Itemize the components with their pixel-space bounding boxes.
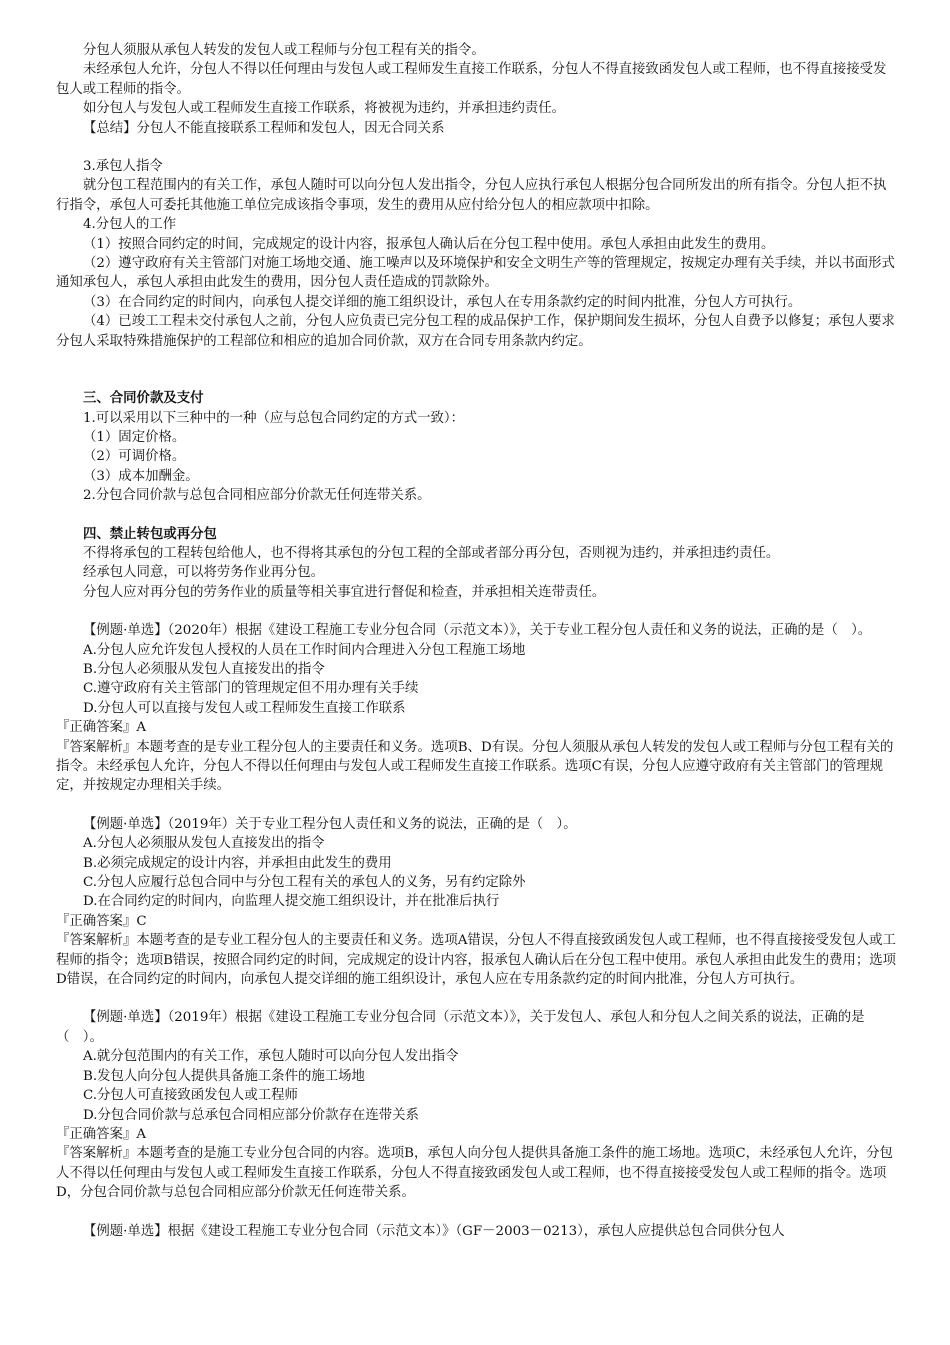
correct-answer: 『正确答案』A [56, 1126, 147, 1142]
option-d: D.在合同约定的时间内，向监理人提交施工组织设计，并在批准后执行 [83, 894, 500, 910]
option-d: D.分包人可以直接与发包人或工程师发生直接工作联系 [83, 700, 406, 716]
option-a: A.分包人必须服从发包人直接发出的指令 [83, 836, 325, 852]
option-c: C.遵守政府有关主管部门的管理规定但不用办理有关手续 [83, 681, 419, 697]
correct-answer: 『正确答案』C [56, 913, 147, 929]
paragraph: 分包人须服从承包人转发的发包人或工程师与分包工程有关的指令。 [83, 43, 485, 58]
list-item: （2）遵守政府有关主管部门对施工场地交通、施工噪声以及环境保护和安全文明生产等的管理规定，按规定办理有关手续，并以书面形式通知承包人，承包人承担由此发生的费用，因分包人责任造成的罚款除外。 [56, 256, 895, 291]
question-stem: 【例题·单选】（2019年）根据《建设工程施工专业分包合同（示范文本）》，关于发包人、承包人和分包人之间关系的说法，正确的是（ ）。 [56, 1010, 865, 1045]
question-stem: 【例题·单选】（2020年）根据《建设工程施工专业分包合同（示范文本）》，关于专业工程分包人责任和义务的说法，正确的是（ ）。 [83, 623, 872, 639]
list-item: （2）可调价格。 [83, 449, 186, 465]
section-heading: 3.承包人指令 [83, 159, 163, 175]
paragraph: 就分包工程范围内的有关工作，承包人随时可以向分包人发出指令，分包人应执行承包人根据分包合同所发出的所有指令。分包人拒不执行指令，承包人可委托其他施工单位完成该指令事项，发生的费用从应付给分包人的相应款项中扣除。 [56, 178, 887, 213]
option-c: C.分包人可直接致函发包人或工程师 [83, 1088, 298, 1104]
correct-answer: 『正确答案』A [56, 720, 147, 736]
section-heading: 4.分包人的工作 [83, 217, 177, 233]
list-item: （3）成本加酬金。 [83, 468, 199, 484]
paragraph: 不得将承包的工程转包给他人，也不得将其承包的分包工程的全部或者部分再分包，否则视为违约，并承担违约责任。 [83, 545, 780, 561]
question-stem: 【例题·单选】根据《建设工程施工专业分包合同（示范文本）》（GF－2003－0213），承包人应提供总包合同供分包人 [83, 1223, 785, 1239]
paragraph: 2.分包合同价款与总包合同相应部分价款无任何连带关系。 [83, 488, 431, 504]
paragraph: 1.可以采用以下三种中的一种（应与总包合同约定的方式一致）： [83, 410, 465, 426]
option-b: B.发包人向分包人提供具备施工条件的施工场地 [83, 1068, 365, 1084]
list-item: （1）按照合同约定的时间，完成规定的设计内容，报承包人确认后在分包工程中使用。承包人承担由此发生的费用。 [83, 236, 775, 252]
question-stem: 【例题·单选】（2019年）关于专业工程分包人责任和义务的说法，正确的是（ ）。 [83, 816, 577, 832]
option-c: C.分包人应履行总包合同中与分包工程有关的承包人的义务，另有约定除外 [83, 875, 526, 891]
paragraph: 未经承包人允许，分包人不得以任何理由与发包人或工程师发生直接工作联系，分包人不得直接致函发包人或工程师，也不得直接接受发包人或工程师的指令。 [56, 62, 887, 97]
list-item: （4）已竣工工程未交付承包人之前，分包人应负责已完分包工程的成品保护工作，保护期间发生损坏，分包人自费予以修复；承包人要求分包人采取特殊措施保护的工程部位和相应的追加合同价款，双方在合同专用条款内约定。 [56, 314, 895, 349]
summary-note: 【总结】分包人不能直接联系工程师和发包人，因无合同关系 [83, 120, 445, 136]
paragraph: 经承包人同意，可以将劳务作业再分包。 [83, 565, 325, 581]
list-item: （1）固定价格。 [83, 429, 186, 445]
answer-analysis: 『答案解析』本题考查的是专业工程分包人的主要责任和义务。选项A错误，分包人不得直接致函发包人或工程师，也不得直接接受发包人或工程师的指令；选项B错误，按照合同约定的时间，完成规定的设计内容，报承包人确认后在分包工程中使用。承包人承担由此发生的费用；选项D错误，在合同约定的时间内，向承包人提交详细的施工组织设计，承包人应在专用条款约定的时间内批准，分包人方可执行。 [56, 933, 897, 988]
option-d: D.分包合同价款与总承包合同相应部分价款存在连带关系 [83, 1107, 419, 1123]
paragraph: 分包人应对再分包的劳务作业的质量等相关事宜进行督促和检查，并承担相关连带责任。 [83, 584, 606, 600]
list-item: （3）在合同约定的时间内，向承包人提交详细的施工组织设计，承包人在专用条款约定的时间内批准，分包人方可执行。 [83, 294, 802, 310]
option-b: B.分包人必须服从发包人直接发出的指令 [83, 661, 325, 677]
option-b: B.必须完成规定的设计内容，并承担由此发生的费用 [83, 855, 392, 871]
option-a: A.就分包范围内的有关工作，承包人随时可以向分包人发出指令 [83, 1049, 459, 1065]
paragraph: 如分包人与发包人或工程师发生直接工作联系，将被视为违约，并承担违约责任。 [83, 101, 566, 117]
document-page [56, 41, 898, 1241]
part-heading: 四、禁止转包或再分包 [83, 525, 217, 542]
answer-analysis: 『答案解析』本题考查的是施工专业分包合同的内容。选项B，承包人向分包人提供具备施工条件的施工场地。选项C，未经承包人允许，分包人不得以任何理由与发包人或工程师发生直接工作联系，分包人不得直接致函发包人或工程师，也不得直接接受发包人或工程师的指令。选项D，分包合同价款与总包合同相应部分价款无任何连带关系。 [56, 1146, 893, 1201]
answer-analysis: 『答案解析』本题考查的是专业工程分包人的主要责任和义务。选项B、D有误。分包人须服从承包人转发的发包人或工程师与分包工程有关的指令。未经承包人允许，分包人不得以任何理由与发包人或工程师发生直接工作联系。选项C有误，分包人应遵守政府有关主管部门的管理规定，并按规定办理相关手续。 [56, 739, 894, 794]
option-a: A.分包人应允许发包人授权的人员在工作时间内合理进入分包工程施工场地 [83, 642, 526, 658]
part-heading: 三、合同价款及支付 [83, 390, 204, 407]
